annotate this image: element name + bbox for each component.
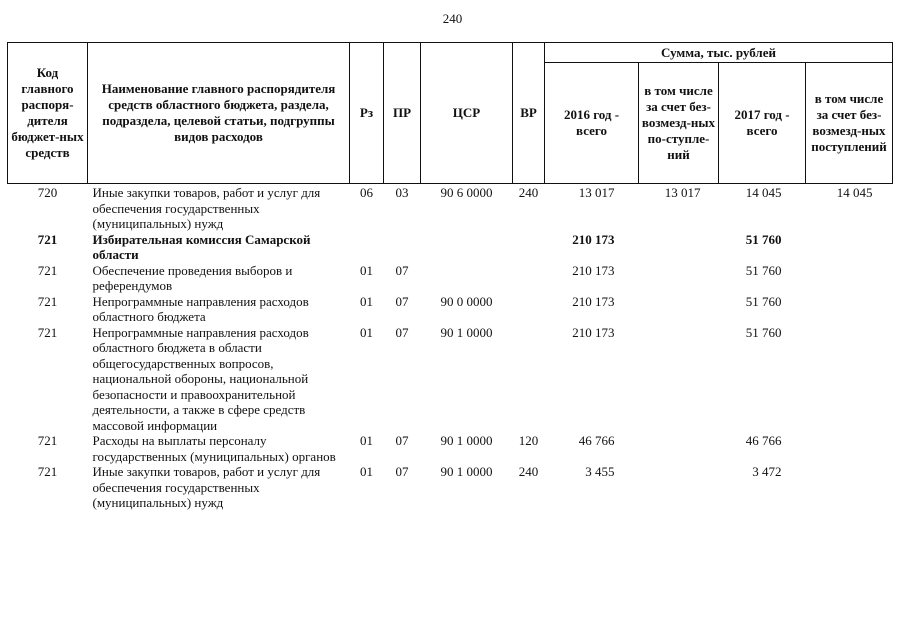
cell-csr: 90 1 0000	[440, 464, 493, 479]
cell-2017-total: 51 760	[745, 262, 782, 278]
header-code: Код главного распоря-дителя бюджет-ных средств	[8, 43, 88, 184]
cell-csr: 90 1 0000	[440, 433, 493, 448]
cell-2016-free	[639, 433, 719, 464]
cell-vr: 120	[518, 433, 539, 448]
cell-2017-free	[806, 325, 893, 434]
cell-vr: 240	[518, 185, 539, 200]
table-row	[8, 184, 893, 232]
header-2016-total: 2016 год - всего	[545, 63, 639, 184]
cell-pr: 03	[395, 185, 409, 200]
cell-code: 721	[37, 464, 58, 479]
cell-2016-free	[639, 325, 719, 434]
cell-rz	[350, 232, 384, 263]
cell-2017-total: 51 760	[745, 293, 782, 309]
cell-2017-total: 14 045	[745, 185, 782, 200]
header-2017-total: 2017 год - всего	[719, 63, 806, 184]
table-row	[8, 325, 893, 434]
cell-code: 721	[37, 324, 58, 340]
cell-pr: 07	[395, 324, 409, 340]
cell-rz: 01	[360, 293, 373, 309]
table-body	[8, 184, 893, 511]
cell-2016-total: 210 173	[572, 324, 615, 340]
header-2017-free: в том числе за счет без-возмезд-ных поступлений	[806, 63, 893, 184]
cell-code: 721	[37, 231, 58, 247]
cell-rz: 01	[360, 464, 373, 479]
header-pr: ПР	[384, 43, 421, 184]
table-row	[8, 232, 893, 263]
cell-2017-free	[806, 294, 893, 325]
cell-csr	[421, 263, 513, 294]
cell-2016-total: 13 017	[578, 185, 615, 200]
cell-pr: 07	[395, 262, 409, 278]
header-sum: Сумма, тыс. рублей	[545, 43, 893, 63]
cell-2016-total: 46 766	[578, 433, 615, 448]
cell-2016-free	[639, 294, 719, 325]
cell-pr: 07	[395, 293, 409, 309]
cell-pr: 07	[395, 464, 409, 479]
cell-csr: 90 0 0000	[440, 293, 493, 309]
cell-name: Непрограммные направления расходов областного бюджета в области общегосударственных вопросов, национальной обороны, национальной безопасности и правоохранительной деятельности, а также в сфере средств массовой информации	[92, 324, 309, 433]
table-row	[8, 294, 893, 325]
cell-csr: 90 1 0000	[440, 324, 493, 340]
cell-csr	[421, 232, 513, 263]
cell-name: Избирательная комиссия Самарской области	[92, 231, 311, 262]
cell-2016-total: 210 173	[572, 262, 615, 278]
cell-rz: 01	[360, 262, 373, 278]
cell-2017-free	[806, 464, 893, 511]
cell-rz: 01	[360, 433, 373, 448]
table-row	[8, 464, 893, 511]
cell-pr	[384, 232, 421, 263]
cell-vr	[513, 263, 545, 294]
table-header	[8, 43, 893, 184]
cell-code: 720	[37, 185, 58, 200]
cell-2016-free: 13 017	[664, 185, 701, 200]
cell-name: Иные закупки товаров, работ и услуг для обеспечения государственных (муниципальных) нужд	[92, 185, 321, 231]
cell-csr: 90 6 0000	[440, 185, 493, 200]
cell-2017-total: 3 472	[752, 464, 782, 479]
cell-2017-free	[806, 433, 893, 464]
table-row	[8, 433, 893, 464]
cell-code: 721	[37, 293, 58, 309]
cell-2016-total: 3 455	[585, 464, 615, 479]
budget-table	[7, 42, 893, 511]
cell-2017-total: 46 766	[745, 433, 782, 448]
cell-code: 721	[37, 433, 58, 448]
header-rz: Рз	[350, 43, 384, 184]
cell-name: Обеспечение проведения выборов и референдумов	[92, 262, 293, 293]
cell-2017-total: 51 760	[745, 324, 782, 340]
header-name: Наименование главного распорядителя средств областного бюджета, раздела, подраздела, целевой статьи, подгруппы видов расходов	[88, 43, 350, 184]
cell-name: Расходы на выплаты персоналу государственных (муниципальных) органов	[92, 433, 336, 464]
cell-2016-free	[639, 263, 719, 294]
table-row	[8, 263, 893, 294]
cell-2017-free	[806, 232, 893, 263]
cell-rz: 06	[360, 185, 373, 200]
cell-2016-total: 210 173	[572, 293, 615, 309]
cell-name: Непрограммные направления расходов областного бюджета	[92, 293, 309, 324]
cell-2017-free	[806, 263, 893, 294]
cell-2016-free	[639, 232, 719, 263]
cell-code: 721	[37, 262, 58, 278]
cell-name: Иные закупки товаров, работ и услуг для обеспечения государственных (муниципальных) нужд	[92, 464, 321, 510]
cell-vr	[513, 232, 545, 263]
cell-vr	[513, 325, 545, 434]
header-2016-free: в том числе за счет без-возмезд-ных по-ступле-ний	[639, 63, 719, 184]
cell-rz: 01	[360, 324, 373, 340]
cell-vr: 240	[518, 464, 539, 479]
cell-2017-free: 14 045	[836, 185, 873, 200]
cell-pr: 07	[395, 433, 409, 448]
cell-2017-total: 51 760	[745, 231, 782, 247]
cell-vr	[513, 294, 545, 325]
cell-2016-total: 210 173	[572, 231, 615, 247]
header-csr: ЦСР	[421, 43, 513, 184]
header-vr: ВР	[513, 43, 545, 184]
page-number: 240	[442, 11, 463, 26]
cell-2016-free	[639, 464, 719, 511]
